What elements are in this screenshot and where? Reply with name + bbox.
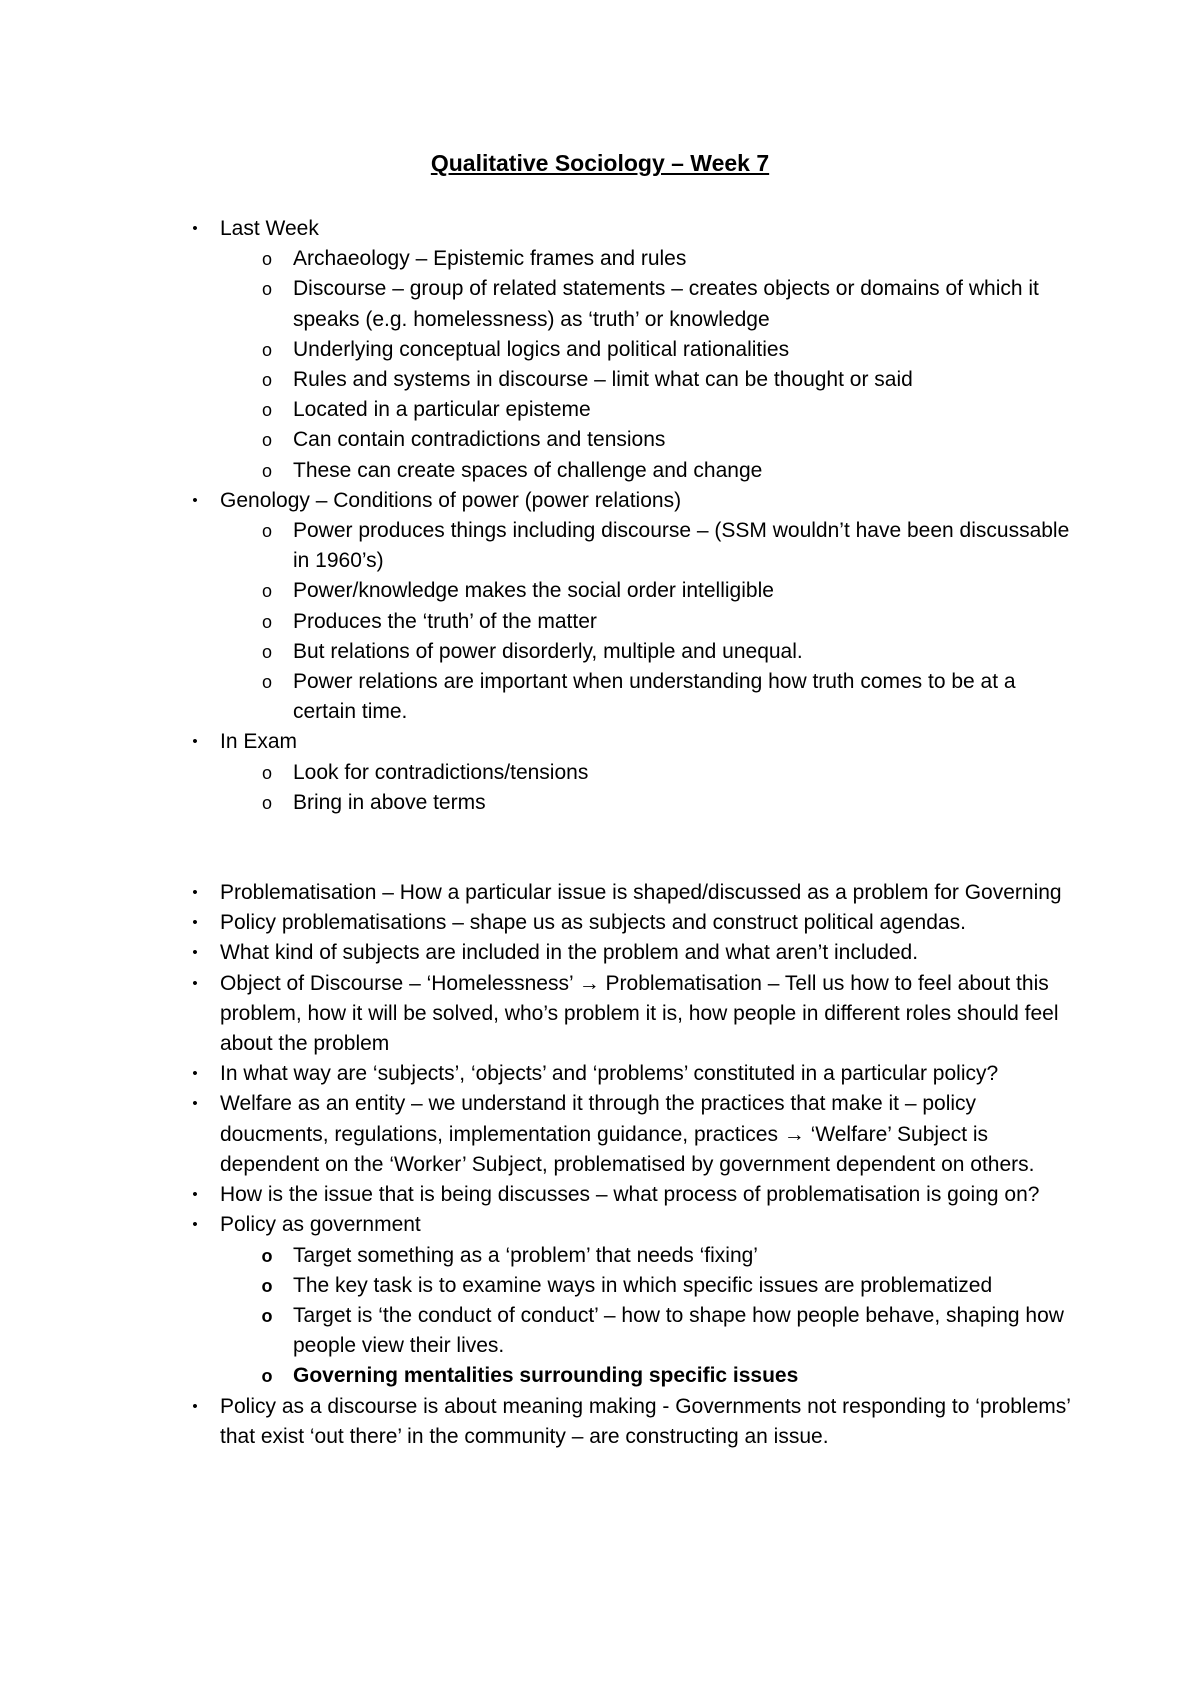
sub-bullet-icon: o bbox=[261, 581, 272, 602]
bullet-icon: • bbox=[192, 491, 198, 509]
sub-list-item bbox=[261, 395, 1080, 425]
sub-list-item bbox=[261, 516, 1080, 576]
sub-list-item-text: Archaeology – Epistemic frames and rules bbox=[293, 247, 687, 271]
list-item-text: In what way are ‘subjects’, ‘objects’ and ‘problems’ constituted in a particular policy? bbox=[220, 1062, 999, 1086]
sub-list bbox=[261, 758, 1080, 818]
sub-bullet-icon: o bbox=[261, 279, 272, 300]
sub-list-item bbox=[261, 667, 1080, 727]
list-item-text: Policy as government bbox=[220, 1213, 421, 1237]
sub-list-item bbox=[261, 1361, 1080, 1391]
sub-bullet-icon: o bbox=[261, 672, 272, 693]
sub-bullet-icon: o bbox=[261, 1275, 273, 1296]
sub-list-item-text: Rules and systems in discourse – limit what can be thought or said bbox=[293, 368, 913, 392]
bullet-icon: • bbox=[192, 944, 198, 962]
bullet-icon: • bbox=[192, 1065, 198, 1083]
sub-list-item bbox=[261, 244, 1080, 274]
bullet-icon: • bbox=[192, 914, 198, 932]
sub-list-item-text: Power relations are important when understanding how truth comes to be at a certain time. bbox=[293, 670, 1016, 724]
sub-bullet-icon: o bbox=[261, 400, 272, 421]
sub-bullet-icon: o bbox=[261, 339, 272, 360]
sub-bullet-icon: o bbox=[261, 430, 272, 451]
list-item bbox=[192, 486, 1080, 728]
list-item bbox=[192, 969, 1080, 1060]
sub-list-item bbox=[261, 637, 1080, 667]
sub-list-item bbox=[261, 607, 1080, 637]
bullet-icon: • bbox=[192, 733, 198, 751]
list-item-text: Genology – Conditions of power (power relations) bbox=[220, 488, 682, 512]
section-spacer bbox=[220, 818, 1080, 878]
sub-list-item-text: Produces the ‘truth’ of the matter bbox=[293, 609, 597, 633]
list-item bbox=[192, 1180, 1080, 1210]
bullet-icon: • bbox=[192, 884, 198, 902]
list-item-text: What kind of subjects are included in the problem and what aren’t included. bbox=[220, 941, 919, 965]
sub-list-item-text: The key task is to examine ways in which specific issues are problematized bbox=[293, 1273, 993, 1297]
list-item-text: Policy problematisations – shape us as subjects and construct political agendas. bbox=[220, 911, 966, 935]
sub-list-item-text: Power produces things including discourse – (SSM wouldn’t have been discussable in 1960’s) bbox=[293, 519, 1070, 573]
list-item-text: In Exam bbox=[220, 730, 298, 754]
sub-list-item-text: Power/knowledge makes the social order intelligible bbox=[293, 579, 774, 603]
sub-list bbox=[261, 244, 1080, 486]
list-item-text: How is the issue that is being discusses – what process of problematisation is going on? bbox=[220, 1183, 1040, 1207]
sub-bullet-icon: o bbox=[261, 521, 272, 542]
sub-list-item bbox=[261, 1301, 1080, 1361]
sub-list-item-text: Discourse – group of related statements – creates objects or domains of which it speaks (e.g. homelessness) as ‘truth’ or knowledge bbox=[293, 277, 1039, 331]
sub-bullet-icon: o bbox=[261, 792, 272, 813]
sub-list-item bbox=[261, 576, 1080, 606]
bullet-icon: • bbox=[192, 974, 198, 992]
sub-bullet-icon: o bbox=[261, 1366, 273, 1387]
sub-list-item-text: Target something as a ‘problem’ that needs ‘fixing’ bbox=[293, 1243, 758, 1267]
sub-list-item-text: These can create spaces of challenge and change bbox=[293, 458, 763, 482]
list-item bbox=[192, 908, 1080, 938]
sub-list-item-text: Look for contradictions/tensions bbox=[293, 760, 589, 784]
sub-bullet-icon: o bbox=[261, 370, 272, 391]
sub-bullet-icon: o bbox=[261, 460, 272, 481]
sub-list-item bbox=[261, 425, 1080, 455]
bullet-icon: • bbox=[192, 1397, 198, 1415]
list-item-text: Last Week bbox=[220, 217, 319, 240]
sub-list-item bbox=[261, 788, 1080, 818]
bullet-list-section-2 bbox=[192, 878, 1080, 1452]
sub-list-item bbox=[261, 758, 1080, 788]
list-item bbox=[192, 1089, 1080, 1180]
list-item bbox=[192, 1210, 1080, 1391]
notes-body bbox=[192, 214, 1080, 1452]
list-item bbox=[192, 1059, 1080, 1089]
sub-list-item-text: Bring in above terms bbox=[293, 790, 486, 814]
bullet-list-section-1 bbox=[192, 214, 1080, 818]
list-item-text: Welfare as an entity – we understand it through the practices that make it – policy doucments, regulations, implementation guidance, practices → ‘Welfare’ Subject is dependent on the ‘Worker’ Subject, problematised by government dependent on others. bbox=[220, 1092, 1035, 1176]
sub-list bbox=[261, 516, 1080, 727]
list-item-text: Policy as a discourse is about meaning making - Governments not responding to ‘problems’ that exist ‘out there’ in the community – are constructing an issue. bbox=[220, 1394, 1071, 1448]
sub-list bbox=[261, 1241, 1080, 1392]
bullet-icon: • bbox=[192, 220, 198, 237]
sub-list-item-text: But relations of power disorderly, multiple and unequal. bbox=[293, 639, 803, 663]
sub-bullet-icon: o bbox=[261, 762, 272, 783]
sub-list-item-text: Underlying conceptual logics and political rationalities bbox=[293, 337, 790, 361]
sub-bullet-icon: o bbox=[261, 249, 272, 270]
list-item bbox=[192, 214, 1080, 486]
sub-list-item bbox=[261, 456, 1080, 486]
sub-list-item bbox=[261, 1241, 1080, 1271]
sub-bullet-icon: o bbox=[261, 1245, 273, 1266]
sub-bullet-icon: o bbox=[261, 611, 272, 632]
list-item bbox=[192, 878, 1080, 908]
sub-list-item-text: Located in a particular episteme bbox=[293, 398, 591, 422]
list-item-text: Problematisation – How a particular issue is shaped/discussed as a problem for Governing bbox=[220, 881, 1062, 905]
sub-list-item-text: Governing mentalities surrounding specific issues bbox=[293, 1364, 799, 1388]
bullet-icon: • bbox=[192, 1186, 198, 1204]
sub-list-item bbox=[261, 335, 1080, 365]
bullet-icon: • bbox=[192, 1216, 198, 1234]
list-item bbox=[192, 727, 1080, 818]
list-item bbox=[192, 938, 1080, 968]
bullet-icon: • bbox=[192, 1095, 198, 1113]
sub-list-item-text: Target is ‘the conduct of conduct’ – how to shape how people behave, shaping how people view their lives. bbox=[293, 1303, 1064, 1358]
sub-list-item bbox=[261, 274, 1080, 334]
sub-bullet-icon: o bbox=[261, 641, 272, 662]
sub-list-item bbox=[261, 365, 1080, 395]
sub-list-item-text: Can contain contradictions and tensions bbox=[293, 428, 666, 452]
list-item bbox=[192, 1392, 1080, 1452]
sub-list-item bbox=[261, 1271, 1080, 1301]
page-title: Qualitative Sociology – Week 7 bbox=[430, 150, 770, 176]
list-item-text: Object of Discourse – ‘Homelessness’ → Problematisation – Tell us how to feel about this problem, how it will be solved, who’s problem it is, how people in different roles should feel about the problem bbox=[220, 971, 1059, 1056]
sub-bullet-icon: o bbox=[261, 1305, 273, 1326]
